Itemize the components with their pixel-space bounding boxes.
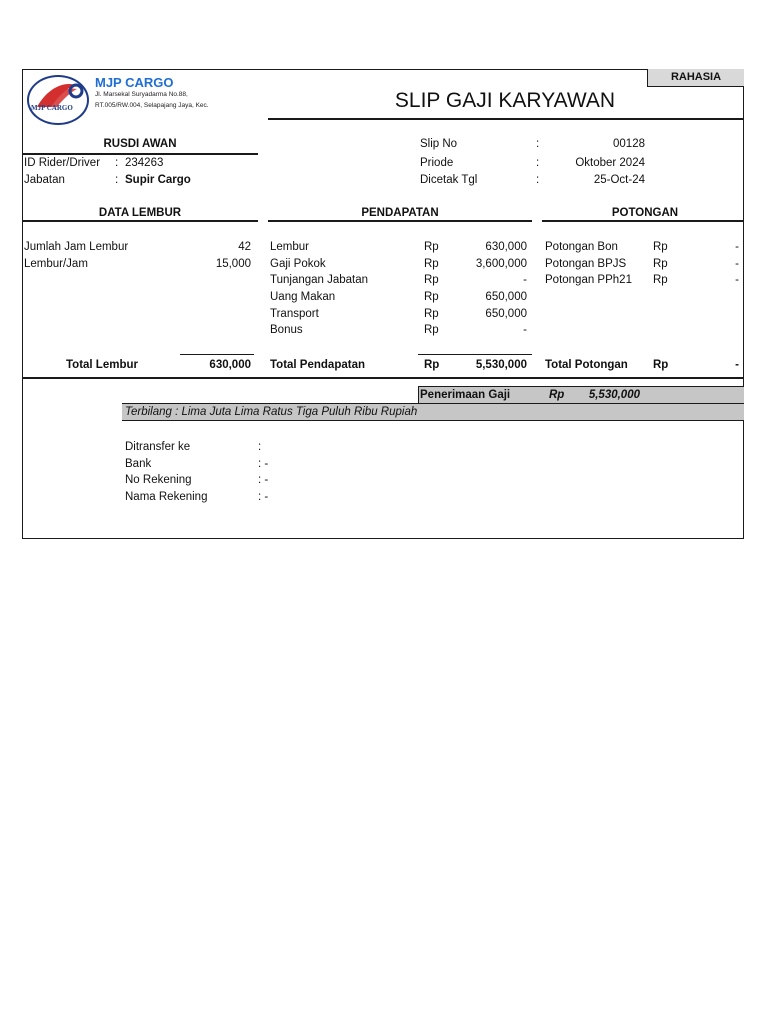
deductions-heading-rule bbox=[542, 220, 744, 222]
deduction-row-label: Potongan PPh21 bbox=[545, 274, 632, 286]
employee-position-value: Supir Cargo bbox=[125, 174, 191, 186]
transfer-row-value: : - bbox=[258, 491, 269, 503]
transfer-row-label: No Rekening bbox=[125, 474, 192, 486]
transfer-row-value: : bbox=[258, 441, 262, 453]
slip-no-label: Slip No bbox=[420, 138, 458, 150]
slip-period-colon: : bbox=[536, 157, 540, 169]
slip-printed-colon: : bbox=[536, 174, 540, 186]
deduction-row-currency: Rp bbox=[653, 274, 668, 286]
totals-divider bbox=[22, 377, 744, 379]
logo-swoosh-icon bbox=[29, 77, 87, 123]
income-row-value: - bbox=[523, 274, 527, 286]
slip-printed-value: 25-Oct-24 bbox=[593, 174, 645, 186]
income-row-value: 650,000 bbox=[485, 308, 527, 320]
deduction-row-label: Potongan BPJS bbox=[545, 258, 627, 270]
income-row-currency: Rp bbox=[424, 324, 439, 336]
overtime-row-label: Jumlah Jam Lembur bbox=[24, 241, 129, 253]
income-row-label: Gaji Pokok bbox=[270, 258, 326, 270]
deduction-row-value: - bbox=[735, 258, 739, 270]
net-pay-value: 5,530,000 bbox=[588, 389, 640, 401]
income-heading: PENDAPATAN bbox=[361, 207, 439, 219]
overtime-total-value: 630,000 bbox=[209, 359, 251, 371]
income-row-currency: Rp bbox=[424, 308, 439, 320]
employee-name-underline bbox=[22, 153, 258, 155]
income-row-value: 650,000 bbox=[485, 291, 527, 303]
income-row-label: Tunjangan Jabatan bbox=[270, 274, 369, 286]
income-row-value: 630,000 bbox=[485, 241, 527, 253]
employee-position-label: Jabatan bbox=[24, 174, 65, 186]
overtime-total-label: Total Lembur bbox=[66, 359, 138, 371]
deduction-row-label: Potongan Bon bbox=[545, 241, 618, 253]
slip-period-value: Oktober 2024 bbox=[575, 157, 645, 169]
income-total-label: Total Pendapatan bbox=[270, 359, 365, 371]
income-row-label: Lembur bbox=[270, 241, 309, 253]
transfer-row-label: Ditransfer ke bbox=[125, 441, 191, 453]
income-row-value: 3,600,000 bbox=[475, 258, 527, 270]
page-title: SLIP GAJI KARYAWAN bbox=[394, 89, 616, 112]
deductions-heading: POTONGAN bbox=[611, 207, 679, 219]
income-row-currency: Rp bbox=[424, 241, 439, 253]
slip-no-colon: : bbox=[536, 138, 540, 150]
income-row-label: Transport bbox=[270, 308, 319, 320]
transfer-row-value: : - bbox=[258, 458, 269, 470]
employee-id-label: ID Rider/Driver bbox=[24, 157, 101, 169]
income-total-overline bbox=[418, 354, 532, 355]
income-row-value: - bbox=[523, 324, 527, 336]
overtime-row-value: 42 bbox=[238, 241, 251, 253]
income-row-currency: Rp bbox=[424, 291, 439, 303]
transfer-row-label: Nama Rekening bbox=[125, 491, 208, 503]
income-row-currency: Rp bbox=[424, 274, 439, 286]
transfer-row-label: Bank bbox=[125, 458, 152, 470]
slip-period-label: Priode bbox=[420, 157, 454, 169]
overtime-row-label: Lembur/Jam bbox=[24, 258, 88, 270]
deduction-row-value: - bbox=[735, 241, 739, 253]
deduction-row-currency: Rp bbox=[653, 258, 668, 270]
income-row-currency: Rp bbox=[424, 258, 439, 270]
company-name: MJP CARGO bbox=[95, 75, 174, 90]
deductions-total-value: - bbox=[735, 359, 739, 371]
deduction-row-currency: Rp bbox=[653, 241, 668, 253]
employee-id-value: 234263 bbox=[125, 157, 164, 169]
slip-printed-label: Dicetak Tgl bbox=[420, 174, 478, 186]
spelled-amount: Terbilang : Lima Juta Lima Ratus Tiga Puluh Ribu Rupiah bbox=[125, 406, 418, 418]
overtime-row-value: 15,000 bbox=[215, 258, 251, 270]
income-total-currency: Rp bbox=[424, 359, 440, 371]
deductions-total-currency: Rp bbox=[653, 359, 669, 371]
employee-position-colon: : bbox=[115, 174, 119, 186]
employee-id-colon: : bbox=[115, 157, 119, 169]
net-pay-currency: Rp bbox=[549, 389, 565, 401]
income-row-label: Bonus bbox=[270, 324, 303, 336]
net-pay-label: Penerimaan Gaji bbox=[420, 389, 511, 401]
company-logo bbox=[27, 75, 89, 125]
income-row-label: Uang Makan bbox=[270, 291, 336, 303]
logo-text: MJP CARGO bbox=[31, 104, 73, 112]
income-total-value: 5,530,000 bbox=[475, 359, 527, 371]
employee-name: RUSDI AWAN bbox=[103, 138, 177, 150]
overtime-total-overline bbox=[180, 354, 254, 355]
slip-no-value: 00128 bbox=[613, 138, 645, 150]
deductions-total-label: Total Potongan bbox=[545, 359, 628, 371]
company-address-line2: RT.005/RW.004, Selapajang Jaya, Kec. bbox=[95, 102, 209, 109]
transfer-row-value: : - bbox=[258, 474, 269, 486]
header-divider bbox=[268, 118, 744, 120]
overtime-heading-rule bbox=[22, 220, 258, 222]
confidential-badge: RAHASIA bbox=[647, 69, 744, 87]
company-address-line1: Jl. Marsekal Suryadarma No.88, bbox=[95, 91, 188, 98]
overtime-heading: DATA LEMBUR bbox=[98, 207, 182, 219]
income-heading-rule bbox=[268, 220, 532, 222]
deduction-row-value: - bbox=[735, 274, 739, 286]
